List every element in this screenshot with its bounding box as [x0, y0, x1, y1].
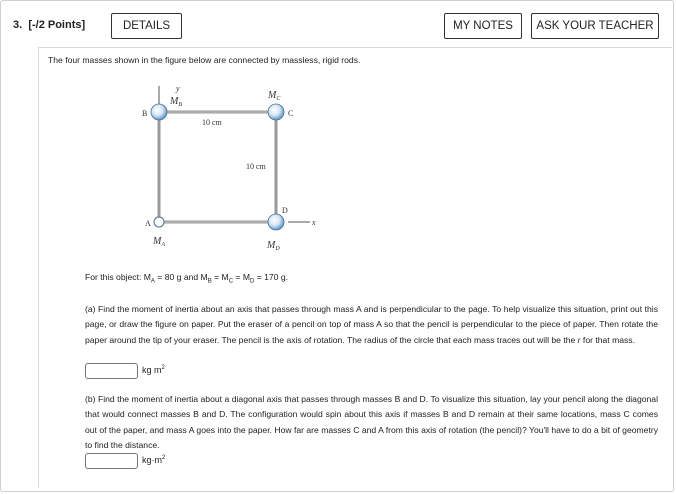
- mass-A-ball: [154, 217, 164, 227]
- question-header: [0, 0, 672, 42]
- ask-your-teacher-button[interactable]: ASK YOUR TEACHER: [531, 13, 659, 39]
- point-label-C: C: [288, 109, 294, 118]
- mass-label-C: $M_C$: [268, 90, 281, 102]
- mass-label-D: $M_D$: [267, 240, 280, 252]
- part-b-answer-input[interactable]: [85, 453, 138, 469]
- intro-text: The four masses shown in the figure below are connected by massless, rigid rods.: [48, 55, 361, 65]
- my-notes-button[interactable]: MY NOTES: [444, 13, 522, 39]
- vertical-length-label: 10 cm: [246, 162, 266, 171]
- part-a-unit: kg $m^2$: [142, 365, 165, 375]
- mass-B-ball: [151, 104, 167, 120]
- part-a-answer-input[interactable]: [85, 363, 138, 379]
- mass-label-B: $M_B$: [170, 96, 183, 108]
- mass-configuration-figure: [140, 82, 330, 262]
- part-b-unit: $kg\cdot m^2$: [142, 455, 166, 465]
- part-b-question: (b) Find the moment of inertia about a diagonal axis that passes through masses B and D. To visualize this situation, lay your pencil along the diagonal that would connect masses B and D. The configuration would spin about this axis if masses B and D remain at their same locations, mass C comes out of the paper, and mass A goes into the paper. How far are masses C and A from this axis of rotation (the pencil)? You'll have to do a bit of geometry to find the distance.: [85, 394, 658, 450]
- given-masses-text: For this object: $M_A = 80$ g and $M_B = M_C = M_D = 170$ g.: [85, 272, 289, 285]
- y-axis-label: y: [176, 84, 180, 93]
- point-label-B: B: [142, 109, 148, 118]
- points-label: [-/2 Points]: [28, 19, 86, 31]
- mass-label-A: $M_A$: [153, 236, 166, 248]
- horizontal-length-label: 10 cm: [202, 118, 222, 127]
- point-label-D: D: [282, 206, 288, 215]
- details-button[interactable]: DETAILS: [111, 13, 182, 39]
- point-label-A: A: [145, 219, 151, 228]
- mass-D-ball: [268, 214, 284, 230]
- x-axis-label: x: [312, 218, 316, 227]
- question-number-label: [13, 19, 85, 31]
- part-a-question: (a) Find the moment of inertia about an axis that passes through mass A and is perpendicular to the page. To help visualize this situation, print out this page, or draw the figure on paper. Put the eraser of a pencil on top of mass A so that the pencil is perpendicular to the piece of paper. Then rotate the paper around the tip of your eraser. The pencil is the axis of rotation. The radius of the circle that each mass traces out will be the r for that mass.: [85, 304, 658, 345]
- figure-svg: [140, 82, 330, 257]
- mass-C-ball: [268, 104, 284, 120]
- question-number: 3.: [13, 19, 23, 31]
